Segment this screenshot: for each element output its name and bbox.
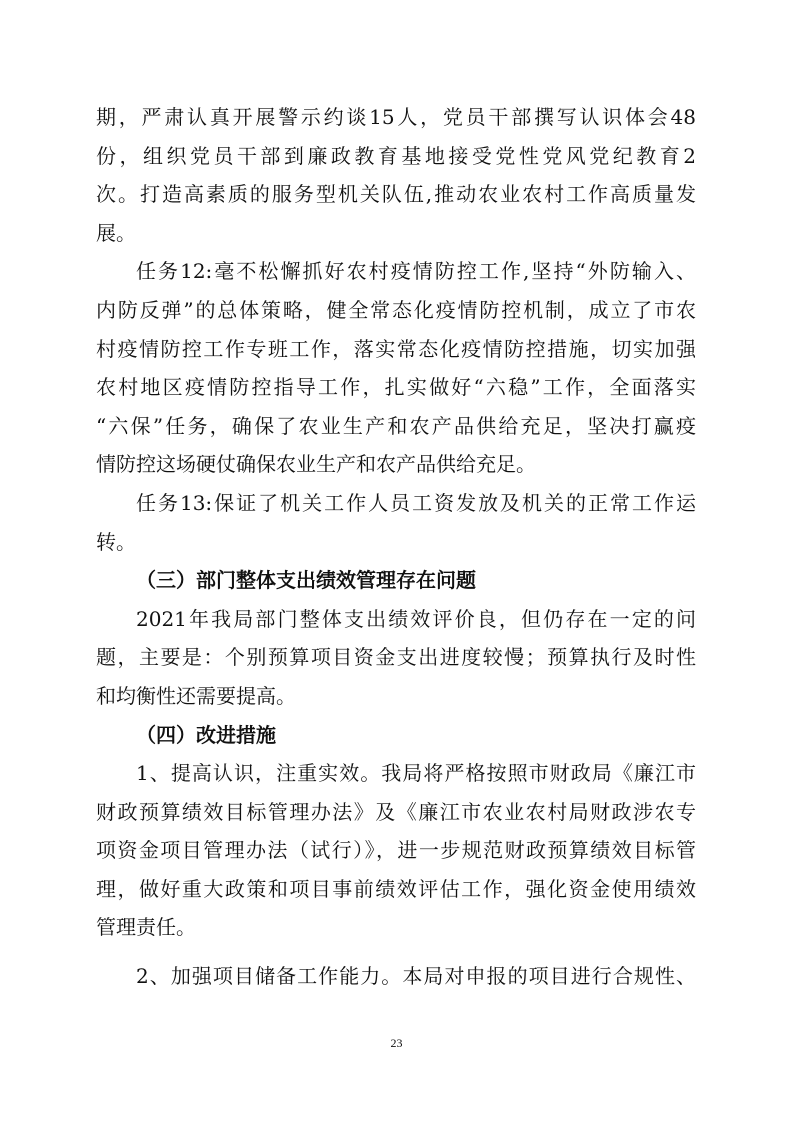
text-line: 1、提高认识，注重实效。我局将严格按照市财政局《廉江市: [136, 761, 696, 786]
section-heading-improvements: （四）改进措施: [136, 722, 276, 747]
text-line: 份，组织党员干部到廉政教育基地接受党性党风党纪教育2: [96, 143, 696, 168]
text-line: 题，主要是：个别预算项目资金支出进度较慢；预算执行及时性: [96, 645, 696, 670]
text-line: 管理责任。: [96, 915, 196, 940]
text-line: 内防反弹”的总体策略，健全常态化疫情防控机制，成立了市农: [96, 297, 696, 322]
text-line: “六保”任务，确保了农业生产和农产品供给充足，坚决打赢疫: [96, 413, 696, 438]
text-line: 次。打造高素质的服务型机关队伍,推动农业农村工作高质量发: [96, 182, 696, 207]
text-line: 展。: [96, 220, 136, 245]
text-line: 村疫情防控工作专班工作，落实常态化疫情防控措施，切实加强: [96, 336, 696, 361]
section-issues: [96, 561, 696, 715]
paragraph-measure-2: [96, 957, 696, 996]
text-line: 任务12:毫不松懈抓好农村疫情防控工作,坚持“外防输入、: [136, 259, 696, 284]
text-line: 情防控这场硬仗确保农业生产和农产品供给充足。: [96, 452, 536, 477]
paragraph-task-12: [96, 252, 696, 484]
section-improvements: [96, 716, 696, 996]
paragraph-task-13: [96, 484, 696, 561]
text-line: 农村地区疫情防控指导工作，扎实做好“六稳”工作，全面落实: [96, 375, 696, 400]
text-line: 2021年我局部门整体支出绩效评价良，但仍存在一定的问: [136, 606, 696, 631]
paragraph-spacer: [96, 947, 696, 957]
document-body: [96, 98, 696, 996]
section-heading-issues: （三）部门整体支出绩效管理存在问题: [136, 568, 476, 593]
text-line: 2、加强项目储备工作能力。本局对申报的项目进行合规性、: [136, 964, 696, 989]
text-line: 和均衡性还需要提高。: [96, 683, 296, 708]
text-line: 期，严肃认真开展警示约谈15人，党员干部撰写认识体会48: [96, 105, 696, 129]
paragraph-discipline-continuation: [96, 98, 696, 252]
text-line: 任务13:保证了机关工作人员工资发放及机关的正常工作运: [136, 490, 696, 515]
text-line: 转。: [96, 529, 136, 554]
paragraph-measure-1: [96, 754, 696, 947]
text-line: 财政预算绩效目标管理办法》及《廉江市农业农村局财政涉农专: [96, 799, 696, 824]
text-line: 项资金项目管理办法（试行）》，进一步规范财政预算绩效目标管: [96, 838, 696, 863]
page-number: 23: [390, 1036, 403, 1050]
text-line: 理，做好重大政策和项目事前绩效评估工作，强化资金使用绩效: [96, 876, 696, 901]
